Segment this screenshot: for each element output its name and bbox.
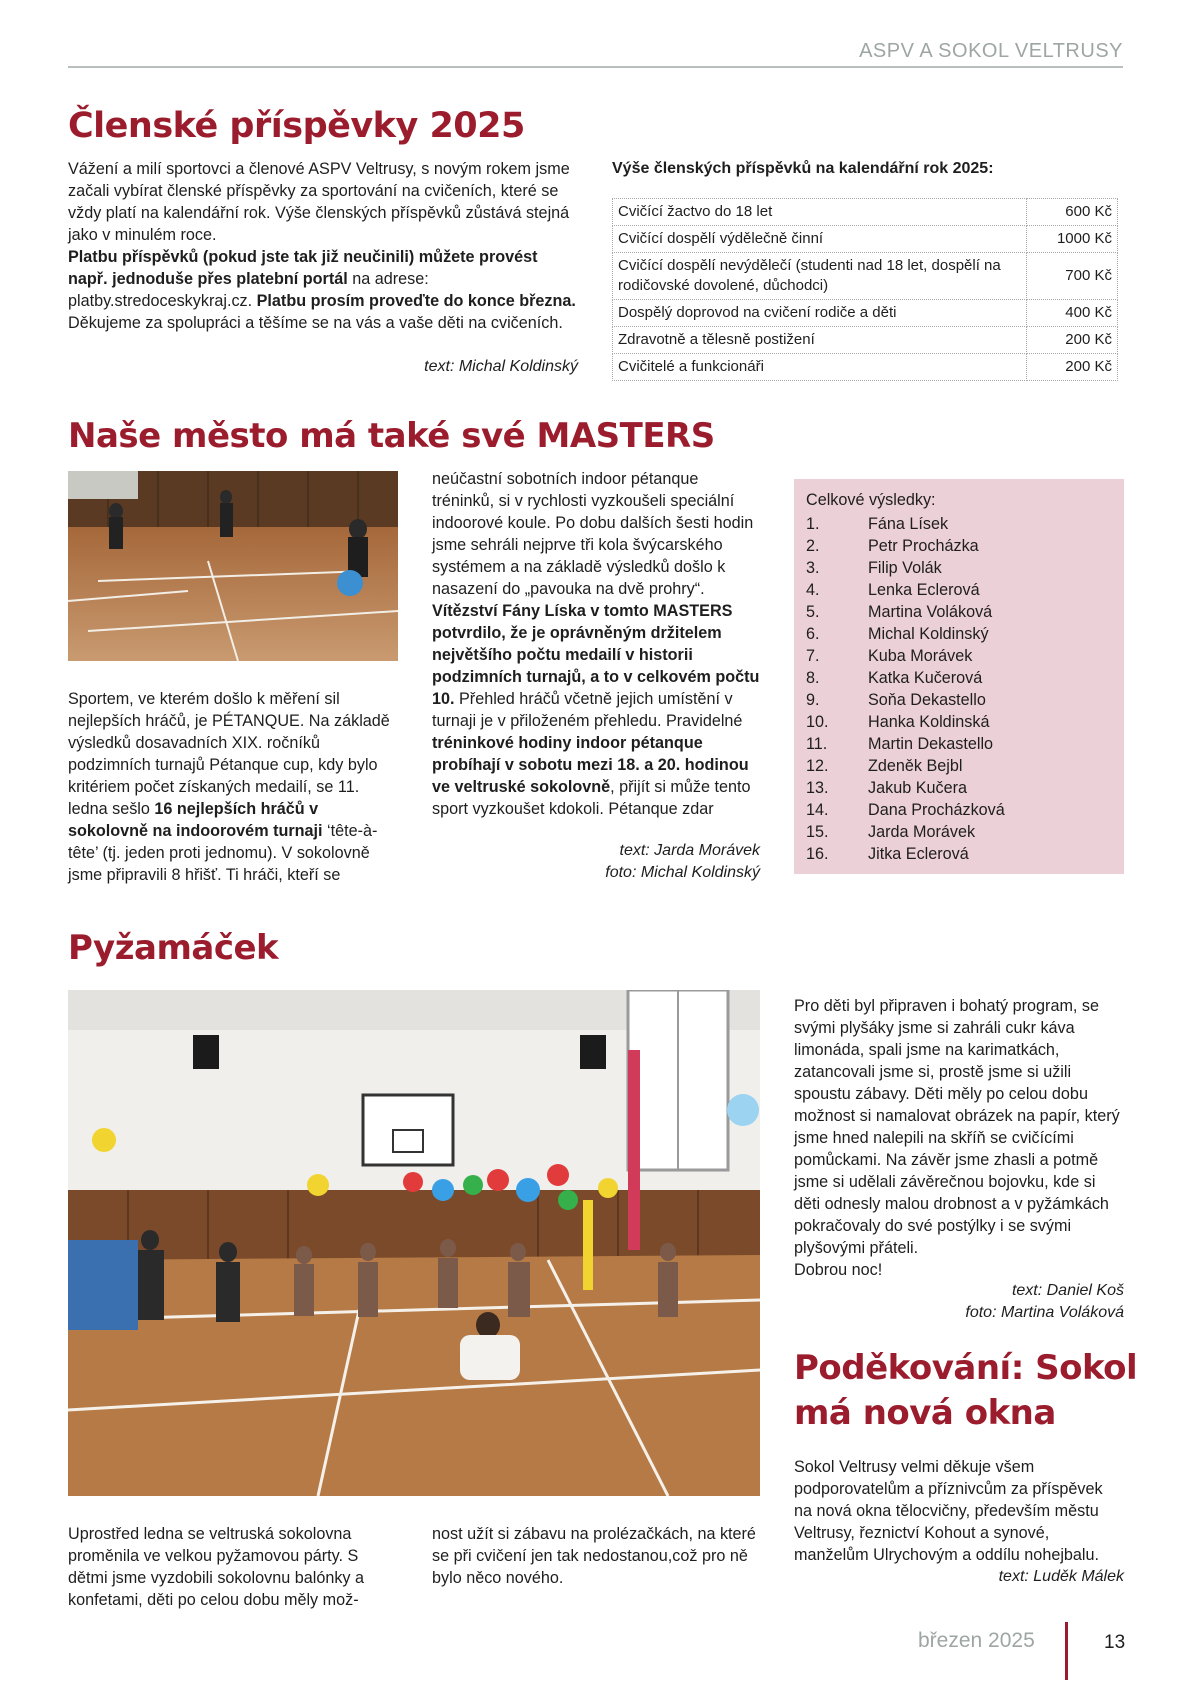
result-rank: 3.: [806, 559, 820, 577]
pyjama-col-2: nost užít si zábavu na prolézačkách, na které se při cvičení jen tak nedostanou,což pro ně bylo něco nového.: [432, 1525, 756, 1587]
fees-row-amount: 700 Kč: [1027, 253, 1118, 300]
result-rank: 16.: [806, 845, 829, 863]
results-list: [806, 513, 1106, 865]
result-name: Katka Kučerová: [868, 669, 983, 687]
result-item: [806, 623, 1106, 645]
result-name: Dana Procházková: [868, 801, 1005, 819]
result-rank: 8.: [806, 669, 820, 687]
result-rank: 1.: [806, 515, 820, 533]
result-rank: 11.: [806, 735, 828, 753]
pyjama-col-3-end: Dobrou noc!: [794, 1261, 883, 1279]
masters-col-1: [68, 688, 398, 886]
footer-month: březen 2025: [918, 1629, 1035, 1652]
result-name: Jarda Morávek: [868, 823, 976, 841]
fees-row-amount: 200 Kč: [1027, 327, 1118, 354]
result-item: [806, 689, 1106, 711]
windows-title-line-1: Poděkování: Sokol: [794, 1348, 1138, 1388]
windows-title-line-2: má nová okna: [794, 1393, 1056, 1433]
result-item: [806, 799, 1106, 821]
result-item: [806, 645, 1106, 667]
masters-col-2: [432, 468, 760, 820]
fees-row-label: Cvičitelé a funkcionáři: [613, 354, 1027, 381]
fees-row-label: Cvičící dospělí nevýdělečí (studenti nad 18 let, dospělí na rodičovské dovolené, důchodci): [613, 253, 1027, 300]
result-name: Jitka Eclerová: [868, 845, 969, 863]
fees-table-wrap: [612, 198, 1118, 381]
fees-table-title: Výše členských příspěvků na kalendářní rok 2025:: [612, 160, 994, 177]
result-rank: 12.: [806, 757, 829, 775]
result-name: Zdeněk Bejbl: [868, 757, 963, 775]
fees-paragraph-1: Vážení a milí sportovci a členové ASPV Veltrusy, s novým rokem jsme začali vybírat členské příspěvky za sportování na cvičeních, které se vždy platí na kalendářní rok. Výše členských příspěvků zůstává stejná jako v minulém roce.: [68, 160, 570, 244]
result-name: Soňa Dekastello: [868, 691, 986, 709]
masters-col-1-a: Sportem, ve kterém došlo k měření sil nejlepších hráčů, je PÉTANQUE. Na základě výsledků dosavadních XIX. ročníků podzimních turnajů Pétanque cup, kdy bylo kritériem počet získaných medailí, se 11. ledna sešlo: [68, 690, 390, 818]
pyjama-party-photo: [68, 990, 760, 1496]
result-rank: 9.: [806, 691, 820, 709]
masters-credit-photo: foto: Michal Koldinský: [605, 864, 760, 881]
fees-body: [68, 158, 576, 334]
pyjama-credit-photo: foto: Martina Voláková: [965, 1304, 1124, 1321]
result-rank: 7.: [806, 647, 820, 665]
result-name: Martina Voláková: [868, 603, 993, 621]
fees-paragraph-2-plain: na adrese: platby.stredoceskykraj.cz.: [68, 270, 429, 310]
result-item: [806, 733, 1106, 755]
result-rank: 5.: [806, 603, 820, 621]
fees-paragraph-2-bold: Platbu příspěvků (pokud jste tak již neučinili) můžete provést např. jednoduše přes platební portál: [68, 248, 538, 288]
fees-row-amount: 400 Kč: [1027, 300, 1118, 327]
result-name: Fána Lísek: [868, 515, 949, 533]
result-rank: 2.: [806, 537, 820, 555]
windows-credit: text: Luděk Málek: [998, 1568, 1124, 1585]
fees-row-amount: 200 Kč: [1027, 354, 1118, 381]
masters-col-1-b: 16 nejlepších hráčů v sokolovně na indoorovém turnaji: [68, 800, 323, 840]
result-item: [806, 513, 1106, 535]
results-box: [794, 479, 1124, 874]
result-item: [806, 579, 1106, 601]
fees-paragraph-2: [68, 246, 576, 312]
fees-row: [613, 354, 1118, 381]
running-title: ASPV A SOKOL VELTRUSY: [859, 40, 1123, 62]
windows-title: [794, 1346, 1137, 1436]
result-item: [806, 711, 1106, 733]
result-item: [806, 667, 1106, 689]
result-name: Petr Procházka: [868, 537, 979, 555]
masters-col-2-e: , přijít si může tento sport vyzkoušet kdokoli. Pétanque zdar: [432, 778, 751, 818]
page-number: 13: [1104, 1632, 1126, 1653]
masters-col-2-c: Přehled hráčů včetně jejich umístění v turnaji je v přiloženém přehledu. Pravidelné: [432, 690, 743, 730]
pyjama-col-3: [794, 995, 1124, 1281]
masters-col-2-d: tréninkové hodiny indoor pétanque probíhají v sobotu mezi 18. a 20. hodinou ve veltruské sokolovně: [432, 734, 749, 796]
result-rank: 4.: [806, 581, 820, 599]
fees-row-label: Cvičící dospělí výdělečně činní: [613, 226, 1027, 253]
fees-row: [613, 199, 1118, 226]
masters-col-2-b: Vítězství Fány Líska v tomto MASTERS potvrdilo, že je oprávněným držitelem největšího počtu medailí v historii podzimních turnajů, a to v celkovém počtu 10.: [432, 602, 760, 708]
fees-paragraph-2-bold2: Platbu prosím proveďte do konce března.: [256, 292, 576, 310]
result-rank: 6.: [806, 625, 820, 643]
result-name: Michal Koldinský: [868, 625, 989, 643]
result-name: Martin Dekastello: [868, 735, 994, 753]
fees-row-amount: 600 Kč: [1027, 199, 1118, 226]
fees-row: [613, 226, 1118, 253]
result-item: [806, 777, 1106, 799]
result-name: Lenka Eclerová: [868, 581, 980, 599]
windows-body: Sokol Veltrusy velmi děkuje všem podporovatelům a příznivcům za příspěvek na nová okna tělocvičny, především městu Veltrusy, řeznictví Kohout a synové, manželům Ulrychovým a oddílu nohejbalu.: [794, 1458, 1103, 1564]
fees-paragraph-3: Děkujeme za spolupráci a těšíme se na vás a vaše děti na cvičeních.: [68, 314, 563, 332]
pyjama-col-3-body: Pro děti byl připraven i bohatý program, se svými plyšáky jsme si zahráli cukr káva limonáda, spali jsme na karimatkách, zatancovali jsme si, prostě jsme si užili spoustu zábavy. Děti měly po celou dobu možnost si namalovat obrázek na papír, který jsme hned nalepili na skříň se cvičícími pomůckami. Na závěr jsme zhasli a potmě jsme si udělali závěrečnou bojovku, kde si děti odnesly malou drobnost a v pyžámkách pokračovaly do své postýlky i se svými plyšovými přáteli.: [794, 997, 1120, 1257]
result-name: Filip Volák: [868, 559, 942, 577]
result-item: [806, 601, 1106, 623]
pyjama-title: Pyžamáček: [68, 928, 279, 968]
pyjama-credit-text: text: Daniel Koš: [1011, 1282, 1124, 1299]
result-rank: 10.: [806, 713, 829, 731]
results-title: Celkové výsledky:: [806, 491, 936, 509]
fees-row-label: Dospělý doprovod na cvičení rodiče a děti: [613, 300, 1027, 327]
result-name: Jakub Kučera: [868, 779, 967, 797]
footer-divider: [1065, 1622, 1068, 1680]
pyjama-col-1: Uprostřed ledna se veltruská sokolovna proměnila ve velkou pyžamovou párty. S dětmi jsme vyzdobili sokolovnu balónky a konfetami, děti po celou dobu měly mož-: [68, 1525, 365, 1609]
masters-title: Naše město má také své MASTERS: [68, 416, 715, 456]
fees-row-label: Zdravotně a tělesně postižení: [613, 327, 1027, 354]
result-rank: 15.: [806, 823, 829, 841]
fees-row-amount: 1000 Kč: [1027, 226, 1118, 253]
result-rank: 14.: [806, 801, 829, 819]
fees-table: [612, 198, 1118, 381]
result-item: [806, 821, 1106, 843]
petanque-photo: [68, 471, 398, 661]
masters-col-1-c: ‘tête-à-tête’ (tj. jeden proti jednomu). V sokolovně jsme připravili 8 hřišť. Ti hráči, kteří se: [68, 822, 378, 884]
masters-credit-text: text: Jarda Morávek: [619, 842, 760, 859]
result-item: [806, 755, 1106, 777]
result-item: [806, 535, 1106, 557]
result-rank: 13.: [806, 779, 829, 797]
result-name: Hanka Koldinská: [868, 713, 990, 731]
masters-col-2-a: neúčastní sobotních indoor pétanque tréninků, si v rychlosti vyzkoušeli speciální indoorové koule. Po dobu dalších šesti hodin jsme sehráli nejprve tři kola švýcarského systémem a na základě výsledků došlo k nasazení do „pavouka na dvě prohry“.: [432, 470, 754, 598]
result-item: [806, 557, 1106, 579]
fees-credit: text: Michal Koldinský: [424, 358, 578, 375]
fees-row: [613, 253, 1118, 300]
result-name: Kuba Morávek: [868, 647, 973, 665]
fees-row: [613, 327, 1118, 354]
running-header: [68, 38, 1123, 68]
result-item: [806, 843, 1106, 865]
fees-title: Členské příspěvky 2025: [68, 106, 525, 146]
fees-row: [613, 300, 1118, 327]
fees-row-label: Cvičící žactvo do 18 let: [613, 199, 1027, 226]
